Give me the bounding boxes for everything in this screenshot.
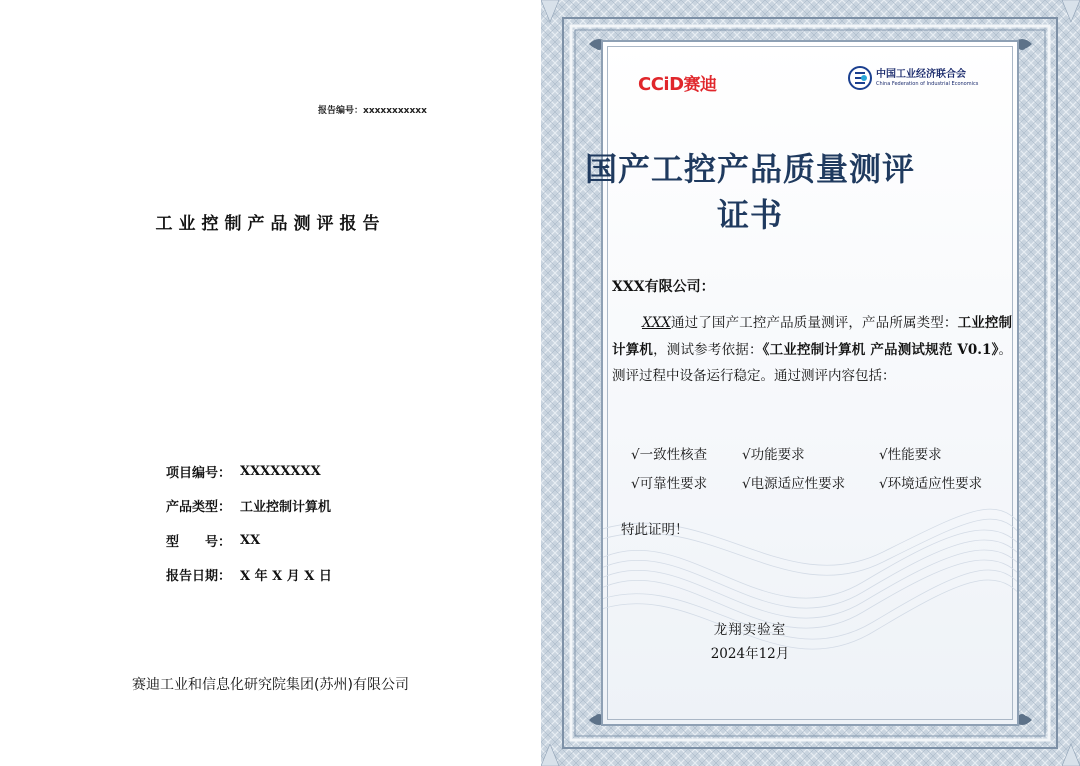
evaluation-item: √一致性核查 — [631, 446, 708, 463]
info-label: 型 号： — [166, 534, 232, 550]
info-value: XX — [240, 532, 261, 548]
info-value: 工业控制计算机 — [240, 500, 332, 516]
cfie-logo — [848, 66, 978, 90]
body-part1: 通过了国产工控产品质量测评，产品所属类型： — [670, 315, 958, 331]
product-type: 工业控制计算机 — [612, 315, 1013, 358]
body-part3: 。测评过程中设备运行稳定。通过测评内容包括： — [612, 341, 1013, 384]
lab-name: 龙翔实验室 — [713, 622, 787, 638]
certificate-addressee: XXX有限公司： — [612, 279, 715, 295]
items-row — [631, 467, 1011, 496]
product-mark: XXX — [642, 315, 671, 331]
info-row-report-date — [166, 558, 332, 593]
ccid-logo-latin: CCiD — [638, 74, 684, 95]
certificate-title — [541, 146, 959, 238]
report-number-value: xxxxxxxxxxx — [363, 106, 427, 116]
evaluation-item: √环境适应性要求 — [879, 475, 983, 492]
evaluation-item: √性能要求 — [879, 446, 942, 463]
certificate-body — [612, 310, 1012, 390]
certificate-page — [541, 0, 1080, 766]
info-row-project-number — [166, 454, 332, 489]
certificate-title-line2: 证书 — [716, 196, 783, 234]
report-title: 工业控制产品测评报告 — [155, 214, 386, 234]
report-number — [318, 103, 427, 116]
info-value: X 年 X 月 X 日 — [240, 569, 332, 585]
evaluation-item: √电源适应性要求 — [742, 475, 846, 492]
ccid-logo-cn: 赛迪 — [683, 75, 717, 95]
ccid-logo — [638, 70, 717, 95]
certify-statement: 特此证明！ — [621, 522, 689, 538]
info-row-product-type — [166, 489, 332, 524]
evaluation-item: √可靠性要求 — [631, 475, 708, 492]
evaluation-items — [631, 438, 1011, 496]
evaluation-item: √功能要求 — [742, 446, 805, 463]
info-value: XXXXXXXX — [240, 463, 321, 479]
cfie-emblem-icon — [848, 66, 872, 90]
info-label: 报告日期： — [166, 569, 232, 585]
certificate-title-line1: 国产工控产品质量测评 — [584, 150, 915, 188]
info-label: 产品类型： — [166, 500, 232, 516]
body-part2: ，测试参考依据： — [653, 341, 763, 358]
report-number-label: 报告编号： — [318, 106, 364, 116]
issue-date: 2024年12月 — [710, 646, 790, 662]
cfie-logo-en: China Federation of Industrial Economics — [876, 80, 979, 87]
organization-name: 赛迪工业和信息化研究院集团(苏州)有限公司 — [132, 677, 409, 693]
info-row-model — [166, 523, 332, 558]
report-info-table — [166, 454, 332, 592]
info-label: 项目编号： — [166, 465, 232, 481]
cfie-logo-cn: 中国工业经济联合会 — [876, 68, 966, 80]
test-basis: 《工业控制计算机 产品测试规范 V0.1》 — [762, 341, 999, 358]
items-row — [631, 438, 1011, 467]
